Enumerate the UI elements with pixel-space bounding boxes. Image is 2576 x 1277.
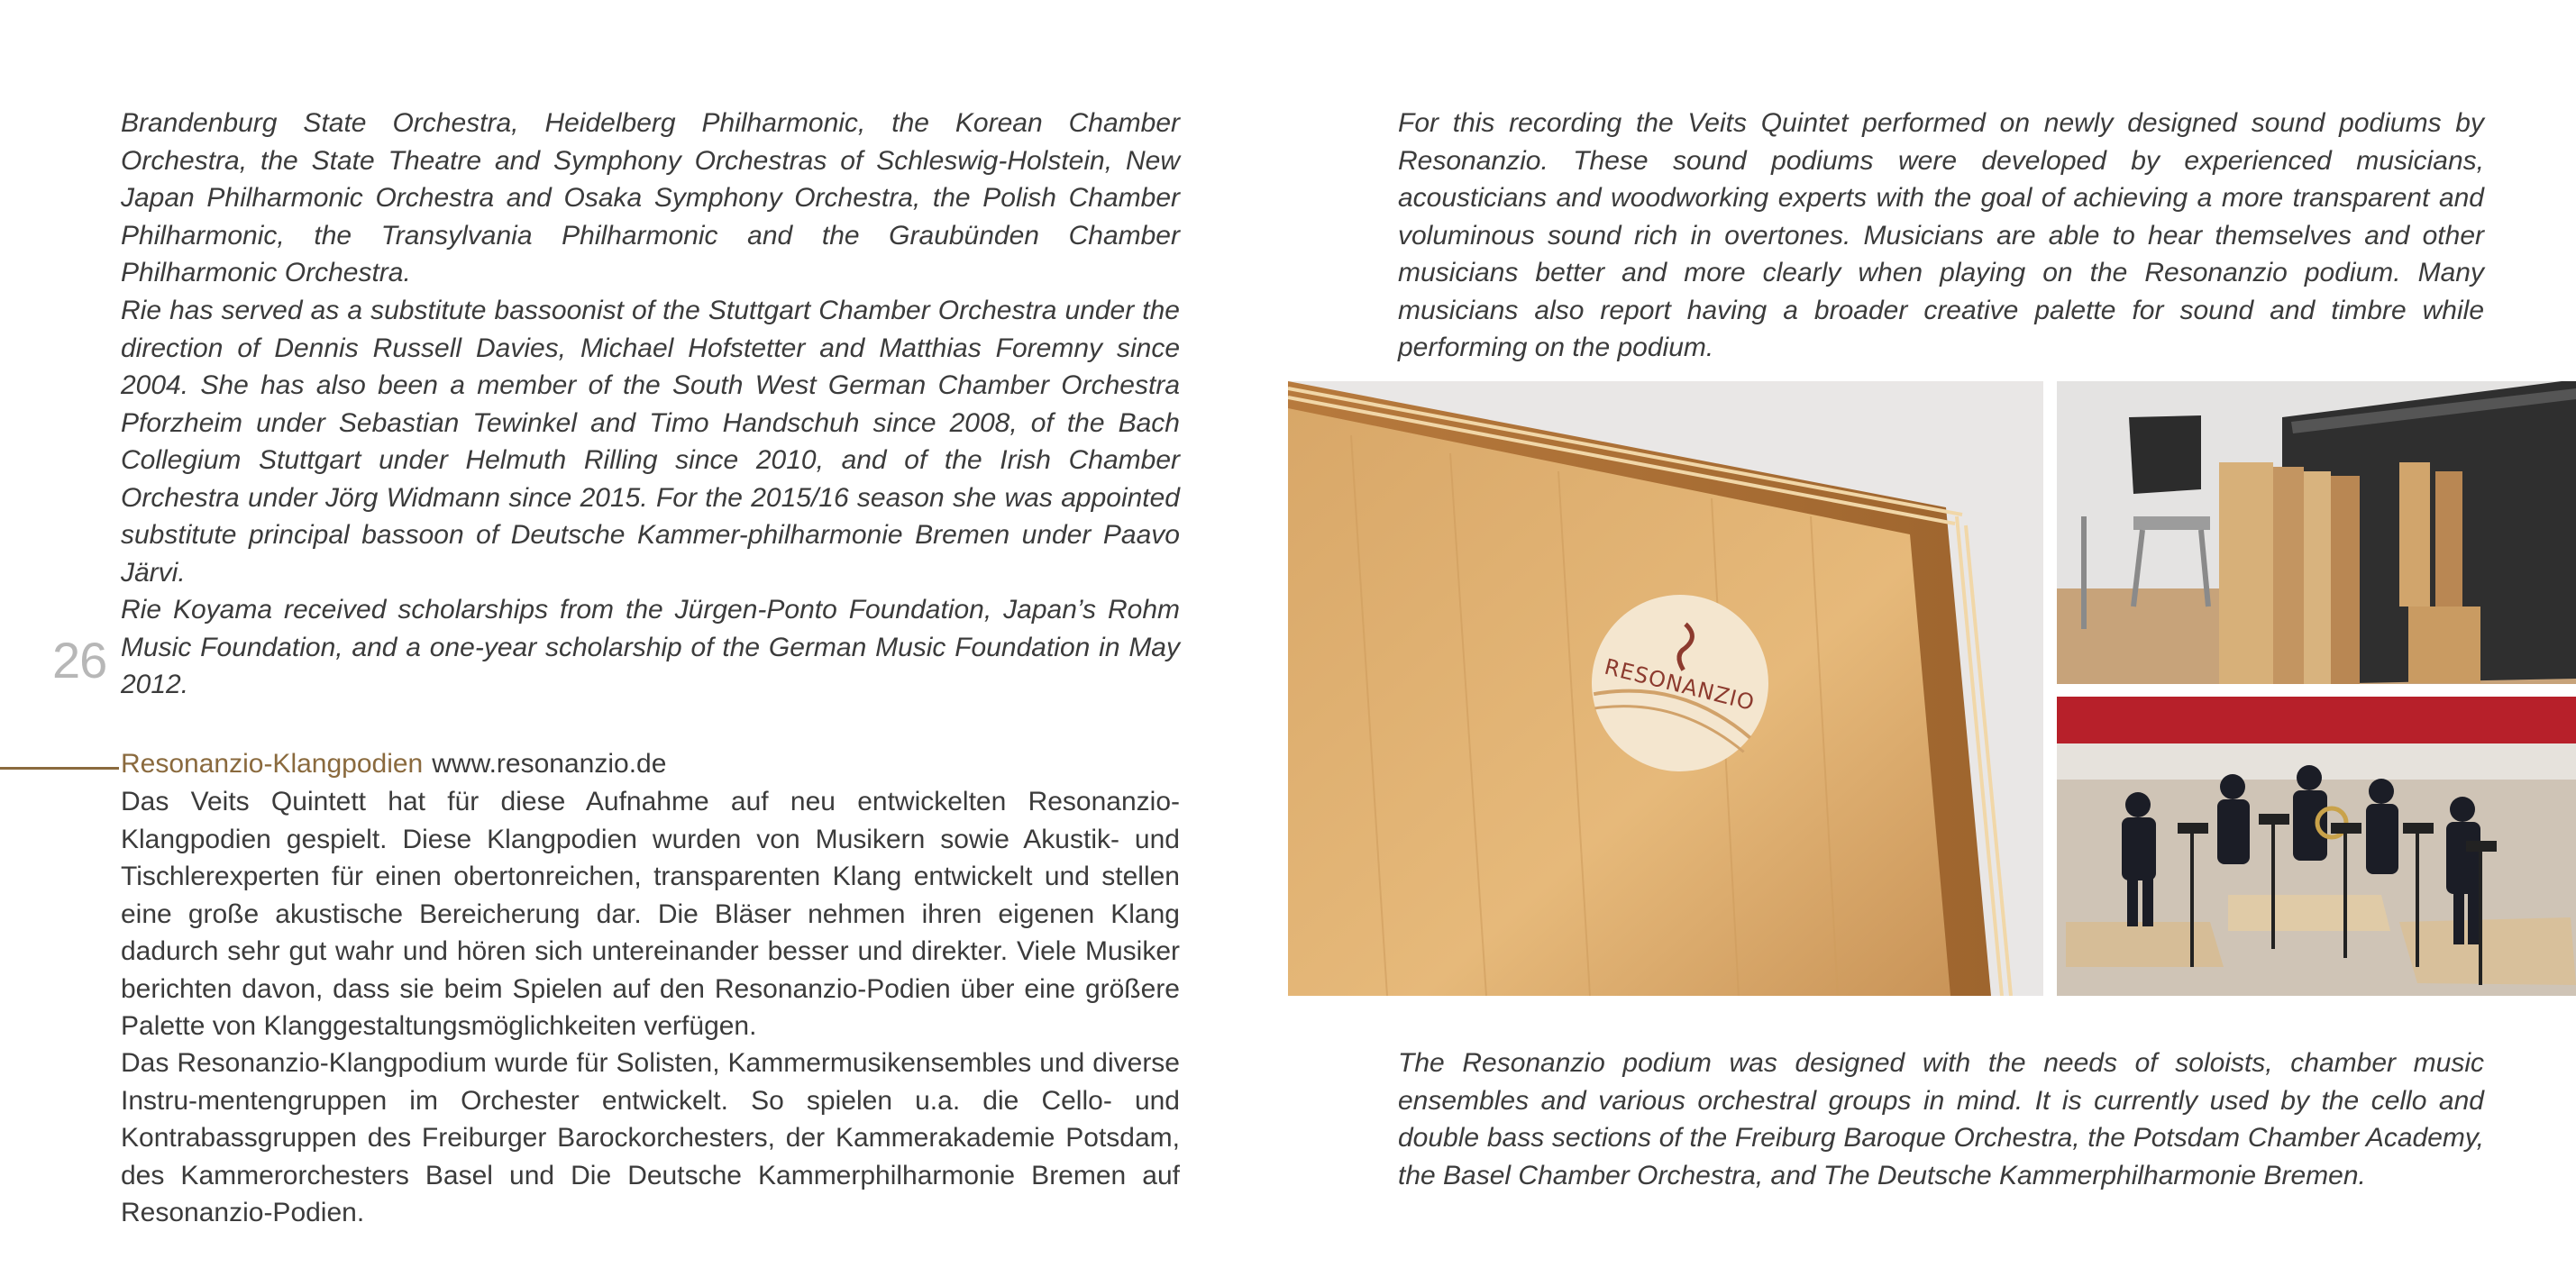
right-page	[1288, 0, 2576, 1277]
resonanzio-intro-en: For this recording the Veits Quintet performed on newly designed sound podiums by Resonanzio. These sound podiums were developed by experienced musicians, acousticians and woodworking experts with the goal of achieving a more transparent and voluminous sound rich in overtones. Musicians are able to hear themselves and other musicians better and more clearly when playing on the Resonanzio podium. Many musicians also report having a broader creative palette for sound and timbre while performing on the podium.	[1398, 108, 2484, 362]
resonanzio-paragraph-de-1: Das Veits Quintett hat für diese Aufnahme auf neu entwickelten Resonanzio-Klangpodien gespielt. Diese Klangpodien wurden von Musikern sowie Akustik- und Tischlerexperten für einen obertonreichen, transparenten Klang entwickelt und stellen eine große akustische Bereicherung dar. Die Bläser nehmen ihren eigenen Klang dadurch sehr gut wahr und hören sich untereinander besser und direkter. Viele Musiker berichten davon, dass sie beim Spielen auf den Resonanzio-Podien über eine größere Palette von Klanggestaltungsmöglichkeiten verfügen.	[121, 787, 1180, 1041]
bio-paragraph-substitute: Rie has served as a substitute bassoonist of the Stuttgart Chamber Orchestra under the direction of Dennis Russell Davies, Michael Hofstetter and Matthias Foremny since 2004. She has also been a member of the South West German Chamber Orchestra Pforzheim under Sebastian Tewinkel and Timo Handschuh since 2008, of the Bach Collegium Stuttgart under Helmuth Rilling since 2010, and of the Irish Chamber Orchestra under Jörg Widmann since 2015. For the 2015/16 season she was appointed substitute principal bassoon of Deutsche Kammer-philharmonie Bremen under Paavo Järvi.	[121, 296, 1180, 588]
bio-paragraph-orchestras: Brandenburg State Orchestra, Heidelberg Philharmonic, the Korean Chamber Orchestra, the State Theatre and Symphony Orchestras of Schleswig-Holstein, New Japan Philharmonic Orchestra and Osaka Symphony Orchestra, the Polish Chamber Philharmonic, the Transylvania Philharmonic and the Graubünden Chamber Philharmonic Orchestra.	[121, 108, 1180, 287]
section-url-link[interactable]: www.resonanzio.de	[432, 749, 667, 779]
section-heading	[121, 745, 666, 783]
quintet-performance-photo	[2057, 697, 2576, 996]
section-divider-rule	[0, 767, 119, 770]
resonanzio-logo-text: RESONANZIO	[1602, 653, 1758, 716]
bio-paragraph-scholarships: Rie Koyama received scholarships from the Jürgen-Ponto Foundation, Japan’s Rohm Music Foundation, and a one-year scholarship of the German Music Foundation in May 2012.	[121, 595, 1180, 699]
podium-case-photo	[2057, 381, 2576, 684]
page-number: 26	[52, 632, 107, 689]
podium-logo-photo	[1288, 381, 2043, 996]
resonanzio-paragraph-de-2: Das Resonanzio-Klangpodium wurde für Solisten, Kammermusikensembles und diverse Instru-mentengruppen im Orchester entwickelt. So spielen u.a. die Cello- und Kontrabassgruppen des Freiburger Barockorchesters, der Kammerakademie Potsdam, des Kammerorchesters Basel und Die Deutsche Kammerphilharmonie Bremen auf Resonanzio-Podien.	[121, 1048, 1180, 1227]
section-title: Resonanzio-Klangpodien	[121, 749, 424, 779]
resonanzio-closing-en: The Resonanzio podium was designed with the needs of soloists, chamber music ensembles and various orchestral groups in mind. It is currently used by the cello and double bass sections of the Freiburg Baroque Orchestra, the Potsdam Chamber Academy, the Basel Chamber Orchestra, and The Deutsche Kammerphilharmonie Bremen.	[1398, 1048, 2484, 1190]
